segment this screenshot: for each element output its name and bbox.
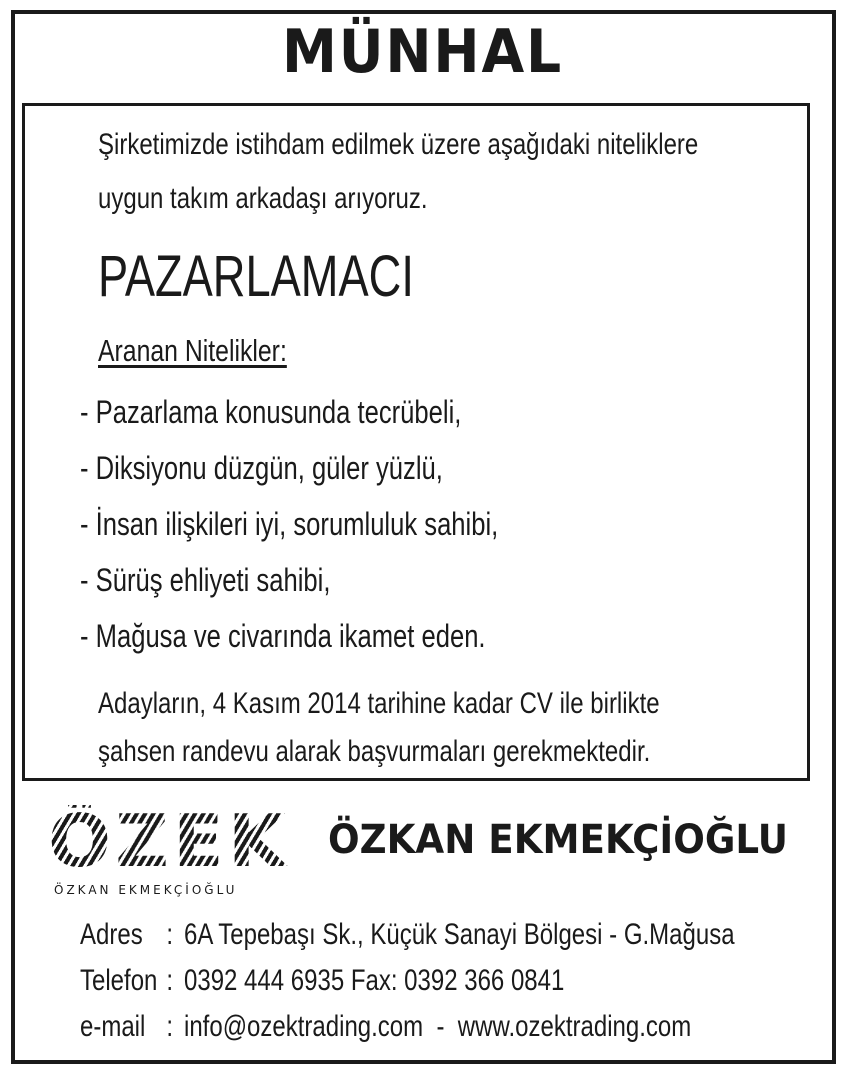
requirement-item: - Diksiyonu düzgün, güler yüzlü, xyxy=(80,450,443,486)
requirement-item: - İnsan ilişkileri iyi, sorumluluk sahibi, xyxy=(80,506,499,542)
contact-address-row xyxy=(80,912,735,958)
intro-line-1: Şirketimizde istihdam edilmek üzere aşağıdaki niteliklere xyxy=(98,128,699,161)
requirements-label: Aranan Nitelikler: xyxy=(98,333,287,368)
address-separator: : xyxy=(166,918,174,951)
phone-separator: : xyxy=(166,964,174,997)
email-separator: : xyxy=(166,1010,174,1043)
company-logo xyxy=(48,795,304,905)
company-name: ÖZKAN EKMEKÇİOĞLU xyxy=(328,817,789,863)
email-label: e-mail xyxy=(80,1010,146,1043)
logo-wordmark: ÖZEK xyxy=(48,799,290,883)
contact-email-row xyxy=(80,1004,735,1050)
contact-block xyxy=(80,912,735,1050)
requirement-item: - Pazarlama konusunda tecrübeli, xyxy=(80,394,462,430)
intro-text xyxy=(98,118,810,226)
phone-value: 0392 444 6935 Fax: 0392 366 0841 xyxy=(184,964,565,997)
position-title: PAZARLAMACI xyxy=(98,244,414,309)
contact-phone-row xyxy=(80,958,735,1004)
requirements-list xyxy=(80,384,498,664)
closing-line-2: şahsen randevu alarak başvurmaları gerekmektedir. xyxy=(98,735,651,768)
closing-text xyxy=(98,680,660,776)
logo-subtitle: ÖZKAN EKMEKÇİOĞLU xyxy=(54,883,238,897)
ad-title: MÜNHAL xyxy=(281,17,564,87)
intro-line-2: uygun takım arkadaşı arıyoruz. xyxy=(98,182,428,215)
address-label: Adres xyxy=(80,918,143,951)
requirement-item: - Mağusa ve civarında ikamet eden. xyxy=(80,618,486,654)
requirement-item: - Sürüş ehliyeti sahibi, xyxy=(80,562,331,598)
closing-line-1: Adayların, 4 Kasım 2014 tarihine kadar CV ile birlikte xyxy=(98,687,660,720)
email-value: info@ozektrading.com - www.ozektrading.com xyxy=(184,1010,692,1043)
phone-label: Telefon xyxy=(80,964,158,997)
address-value: 6A Tepebaşı Sk., Küçük Sanayi Bölgesi - G.Mağusa xyxy=(184,918,735,951)
